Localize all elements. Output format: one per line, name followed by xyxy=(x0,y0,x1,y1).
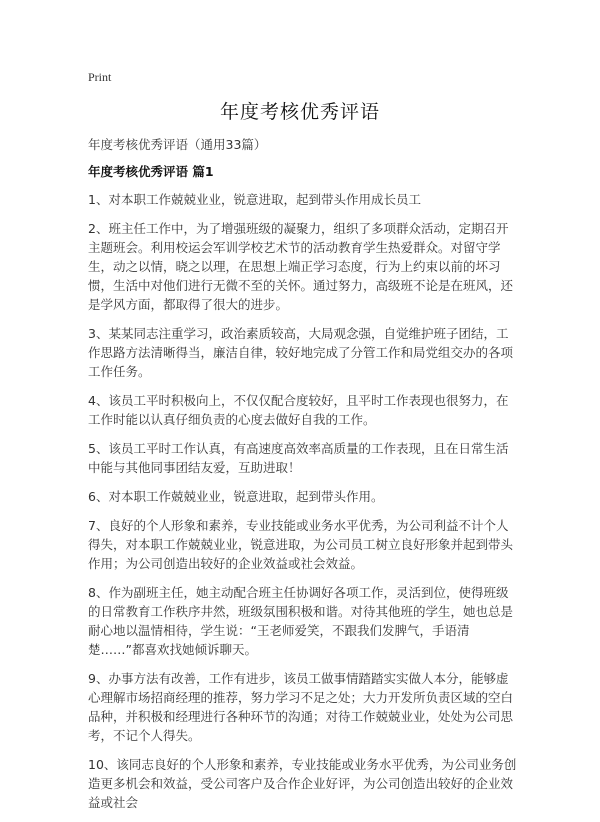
paragraph-1: 1、对本职工作兢兢业业，锐意进取，起到带头作用成长员工 xyxy=(88,192,421,207)
paragraph-5: 5、该员工平时工作认真，有高速度高效率高质量的工作表现，且在日常生活中能与其他同事团结友爱，互助进取！ xyxy=(88,441,509,475)
section-heading: 年度考核优秀评语 篇1 xyxy=(88,164,214,179)
paragraph-2: 2、班主任工作中，为了增强班级的凝聚力，组织了多项群众活动，定期召开主题班会。利用校运会军训学校艺术节的活动教育学生热爱群众。对留守学生，动之以情，晓之以理，在思想上端正学习态度，行为上约束以前的坏习惯，生活中对他们进行无微不至的关怀。通过努力，高级班不论是在班风，还是学风方面，都取得了很大的进步。 xyxy=(88,221,514,312)
document-subtitle: 年度考核优秀评语（通用33篇） xyxy=(88,137,267,152)
paragraph-6: 6、对本职工作兢兢业业，锐意进取，起到带头作用。 xyxy=(88,489,384,504)
paragraph-10: 10、该同志良好的个人形象和素养，专业技能或业务水平优秀，为公司业务创造更多机会和效益，受公司客户及合作企业好评，为公司创造出较好的企业效益或社会 xyxy=(88,757,517,810)
paragraph-7: 7、良好的个人形象和素养，专业技能或业务水平优秀，为公司利益不计个人得失，对本职工作兢兢业业，锐意进取，为公司员工树立良好形象并起到带头作用；为公司创造出较好的企业效益或社会效益。 xyxy=(88,518,514,571)
paragraph-3: 3、某某同志注重学习，政治素质较高，大局观念强，自觉维护班子团结，工作思路方法清晰得当，廉洁自律，较好地完成了分管工作和局党组交办的各项工作任务。 xyxy=(88,326,514,379)
document-body xyxy=(88,190,518,822)
paragraph-4: 4、该员工平时积极向上，不仅仅配合度较好，且平时工作表现也很努力，在工作时能以认真仔细负责的心度去做好自我的工作。 xyxy=(88,393,509,427)
document-title: 年度考核优秀评语 xyxy=(219,101,380,123)
paragraph-9: 9、办事方法有改善，工作有进步，该员工做事情踏踏实实做人本分，能够虚心理解市场招商经理的推荐，努力学习不足之处；大力开发所负责区域的空白品种，并积极和经理进行各种环节的沟通；对待工作兢兢业业，处处为公司思考，不记个人得失。 xyxy=(88,671,514,743)
paragraph-8: 8、作为副班主任，她主动配合班主任协调好各项工作，灵活到位，使得班级的日常教育工作秩序井然，班级氛围积极和谐。对待其他班的学生，她也总是耐心地以温情相待，学生说：“王老师爱笑，不跟我们发脾气，手语清楚……”都喜欢找她倾诉聊天。 xyxy=(88,585,514,657)
print-label: Print xyxy=(88,70,112,84)
